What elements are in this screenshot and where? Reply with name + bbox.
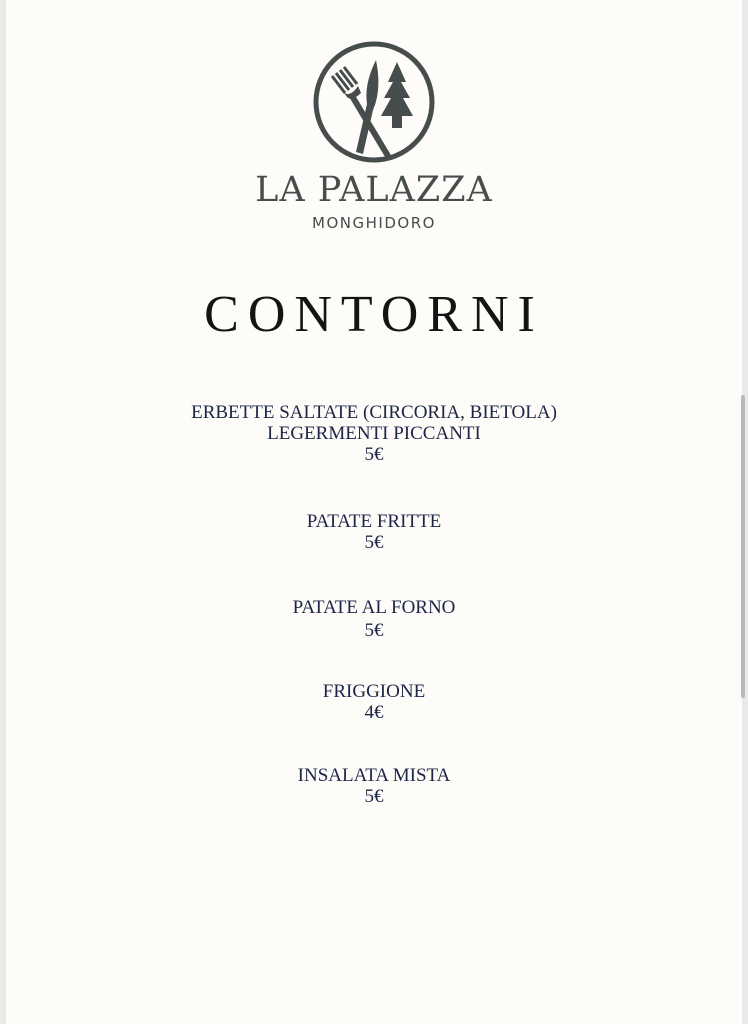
- menu-item: [6, 597, 742, 641]
- brand-name: LA PALAZZA: [255, 170, 493, 210]
- restaurant-logo: [6, 40, 742, 232]
- fork-knife-tree-logo-icon: [312, 40, 436, 164]
- menu-item-name: FRIGGIONE: [322, 681, 426, 702]
- menu-item-price: 5€: [364, 786, 384, 807]
- brand-location: MONGHIDORO: [312, 214, 436, 232]
- menu-item-name: PATATE AL FORNO: [292, 597, 456, 618]
- scrollbar[interactable]: [741, 395, 745, 698]
- menu-item-name: ERBETTE SALTATE (CIRCORIA, BIETOLA): [191, 402, 557, 423]
- menu-page: [6, 0, 742, 1024]
- menu-item: [6, 402, 742, 465]
- section-title: CONTORNI: [204, 286, 544, 343]
- menu-item-name: LEGERMENTI PICCANTI: [267, 423, 481, 444]
- menu-item-name: INSALATA MISTA: [297, 765, 451, 786]
- menu-item-price: 4€: [364, 702, 384, 723]
- menu-item-price: 5€: [364, 620, 384, 641]
- menu-item-price: 5€: [364, 532, 384, 553]
- menu-item-price: 5€: [364, 444, 384, 465]
- menu-item: [6, 511, 742, 553]
- menu-item-name: PATATE FRITTE: [306, 511, 442, 532]
- menu-item: [6, 765, 742, 807]
- menu-item: [6, 681, 742, 723]
